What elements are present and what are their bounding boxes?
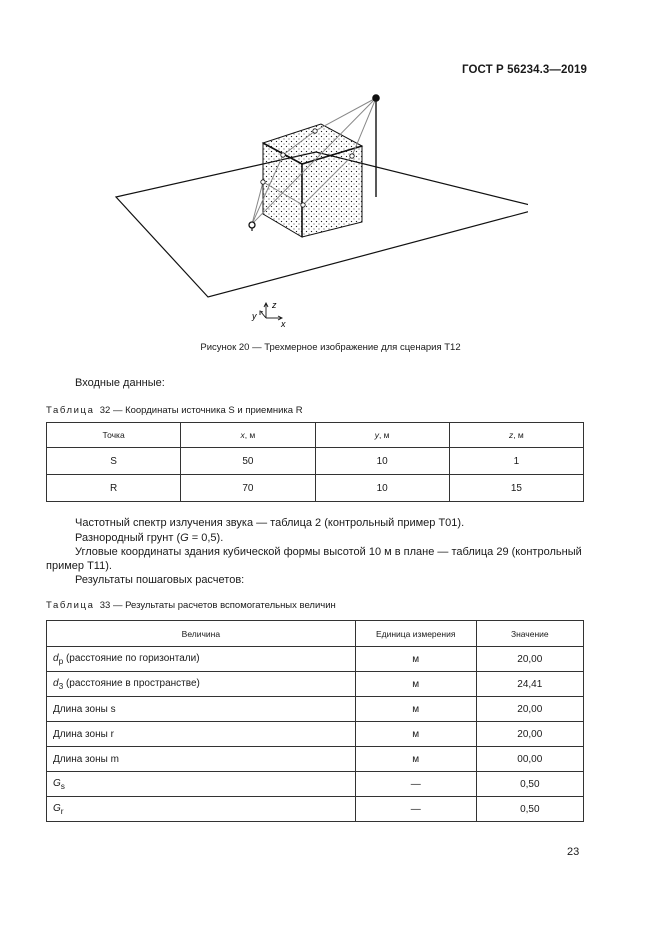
page-number: 23 — [567, 846, 580, 858]
header-point: Точка — [47, 423, 181, 448]
cell-value: 20,00 — [476, 647, 583, 672]
diffraction-point — [301, 203, 305, 207]
cell-quantity: Длина зоны s — [47, 697, 356, 722]
table32-title: 32 — Координаты источника S и приемника R — [99, 405, 303, 416]
cell-value: 20,00 — [476, 722, 583, 747]
cell-value: 20,00 — [476, 697, 583, 722]
table33-caption — [46, 600, 336, 611]
cell-unit: м — [355, 647, 476, 672]
figure-caption: Рисунок 20 — Трехмерное изображение для сценария Т12 — [200, 342, 461, 353]
cell-quantity: $G_s$ — [47, 772, 356, 797]
cell-quantity: Длина зоны r — [47, 722, 356, 747]
cell-value: 0,50 — [476, 772, 583, 797]
table32-header-row — [47, 423, 584, 448]
paragraph-ground: Разнородный грунт (G = 0,5). — [75, 532, 224, 544]
header-y: y, м — [315, 423, 449, 448]
table-row — [47, 772, 584, 797]
table-row — [47, 672, 584, 697]
table-row — [47, 697, 584, 722]
cell-value: 24,41 — [476, 672, 583, 697]
paragraph-results: Результаты пошаговых расчетов: — [75, 574, 245, 586]
cell-unit: м — [355, 747, 476, 772]
cell-point: R — [47, 475, 181, 502]
table-row — [47, 722, 584, 747]
table32-caption — [46, 405, 303, 416]
cell-quantity: $d_p$ (расстояние по горизонтали) — [47, 647, 356, 672]
axis-label-z: z — [272, 300, 277, 310]
table-row — [47, 747, 584, 772]
cell-value: 0,50 — [476, 797, 583, 822]
standard-number: ГОСТ Р 56234.3—2019 — [462, 64, 587, 76]
cell-unit: — — [355, 772, 476, 797]
cell-unit: м — [355, 697, 476, 722]
cell-quantity: $d_3$ (расстояние в пространстве) — [47, 672, 356, 697]
cell-quantity: $G_r$ — [47, 797, 356, 822]
cell-quantity: Длина зоны m — [47, 747, 356, 772]
diffraction-point — [313, 129, 317, 133]
diffraction-point — [261, 180, 265, 184]
paragraph-spectrum: Частотный спектр излучения звука — таблица 2 (контрольный пример Т01). — [75, 517, 465, 529]
header-x: x, м — [181, 423, 315, 448]
table33-title: 33 — Результаты расчетов вспомогательных величин — [99, 600, 336, 611]
receiver-point — [372, 94, 380, 102]
cell-x: 50 — [181, 448, 315, 475]
axis-label-y: y — [252, 311, 257, 321]
table32-label: Таблица — [46, 405, 95, 416]
cell-z: 15 — [449, 475, 583, 502]
source-point — [249, 222, 255, 228]
table-row — [47, 797, 584, 822]
cell-z: 1 — [449, 448, 583, 475]
header-quantity: Величина — [47, 621, 356, 647]
table33-label: Таблица — [46, 600, 95, 611]
cell-point: S — [47, 448, 181, 475]
cell-y: 10 — [315, 448, 449, 475]
table-32 — [46, 422, 584, 502]
diffraction-point — [350, 154, 354, 158]
figure-3d-scene — [108, 90, 528, 335]
cell-unit: м — [355, 672, 476, 697]
cell-y: 10 — [315, 475, 449, 502]
paragraph-coordinates-line1: Угловые координаты здания кубической формы высотой 10 м в плане — таблица 29 (контрольный — [75, 546, 582, 558]
table-row — [47, 647, 584, 672]
table-row — [47, 475, 584, 502]
table33-header-row — [47, 621, 584, 647]
paragraph-coordinates-line2: пример Т11). — [46, 560, 112, 572]
axis-label-x: x — [281, 319, 286, 329]
header-value: Значение — [476, 621, 583, 647]
intro-text: Входные данные: — [75, 377, 165, 389]
cell-unit: — — [355, 797, 476, 822]
header-unit: Единица измерения — [355, 621, 476, 647]
table-row — [47, 448, 584, 475]
diffraction-point — [281, 153, 285, 157]
header-z: z, м — [449, 423, 583, 448]
cell-value: 00,00 — [476, 747, 583, 772]
table-33 — [46, 620, 584, 822]
cell-x: 70 — [181, 475, 315, 502]
cell-unit: м — [355, 722, 476, 747]
